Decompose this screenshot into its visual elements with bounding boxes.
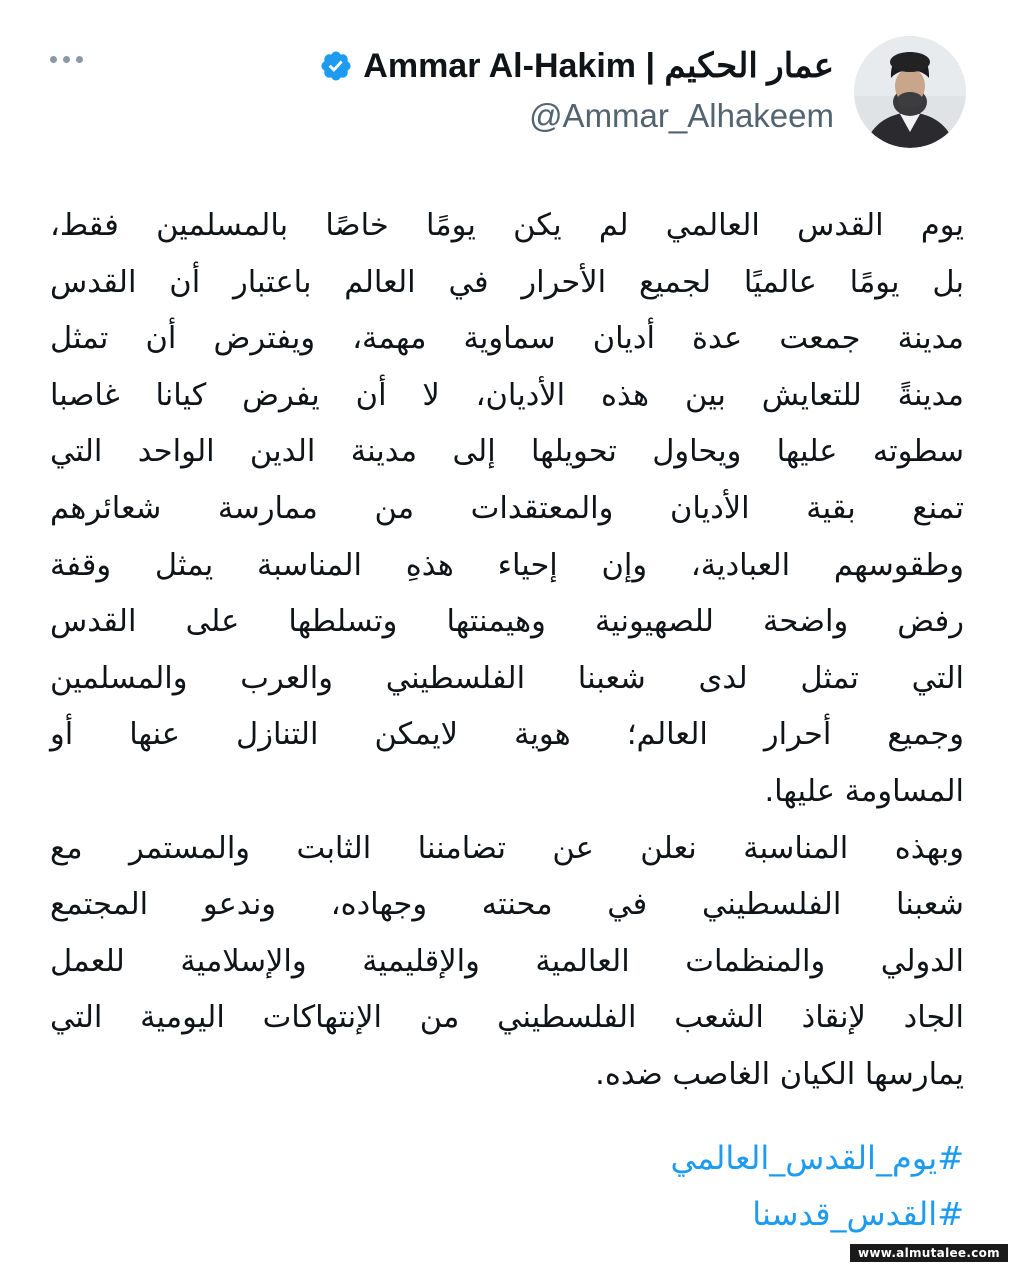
avatar-image	[854, 36, 966, 148]
tweet-text-line: سطوته عليها ويحاول تحويلها إلى مدينة الدين الواحد التي	[50, 434, 964, 470]
more-options-icon[interactable]	[50, 56, 83, 63]
hashtag-link[interactable]: #يوم_القدس_العالمي	[670, 1139, 964, 1177]
tweet-text-line: مدينة جمعت عدة أديان سماوية مهمة، ويفترض أن تمثل	[50, 321, 964, 357]
tweet-text-line: وجميع أحرار العالم؛ هوية لايمكن التنازل عنها أو	[50, 717, 964, 753]
tweet-text-line: شعبنا الفلسطيني في محنته وجهاده، وندعو المجتمع	[50, 887, 964, 923]
tweet-text-line: يوم القدس العالمي لم يكن يومًا خاصًا بالمسلمين فقط،	[50, 208, 964, 243]
tweet-text-line: تمنع بقية الأديان والمعتقدات من ممارسة شعائرهم	[50, 490, 964, 526]
tweet-text-line: مدينةً للتعايش بين هذه الأديان، لا أن يفرض كيانا غاصبا	[50, 377, 964, 413]
author-names	[319, 44, 834, 140]
tweet-text-line: بل يومًا عالميًا لجميع الأحرار في العالم باعتبار أن القدس	[50, 264, 964, 300]
author-display-name[interactable]: Ammar Al-Hakim | عمار الحكيم	[363, 47, 834, 85]
tweet-text-line: رفض واضحة للصهيونية وهيمنتها وتسلطها على القدس	[50, 604, 964, 640]
tweet-text-line: التي تمثل لدى شعبنا الفلسطيني والعرب والمسلمين	[50, 660, 964, 696]
hashtags	[671, 1130, 965, 1242]
hashtag-link[interactable]: #القدس_قدسنا	[752, 1195, 964, 1233]
tweet-text-line: الجاد لإنقاذ الشعب الفلسطيني من الإنتهاكات اليومية التي	[50, 1000, 964, 1036]
tweet-text-line: وبهذه المناسبة نعلن عن تضامننا الثابت والمستمر مع	[50, 830, 964, 866]
avatar[interactable]	[854, 36, 966, 148]
tweet-text-line: الدولي والمنظمات العالمية والإقليمية والإسلامية للعمل	[50, 943, 964, 979]
display-name-row[interactable]	[319, 44, 834, 88]
tweet-text-line: المساومة عليها.	[764, 773, 964, 809]
watermark: www.almutalee.com	[850, 1244, 1008, 1262]
tweet-text-line: وطقوسهم العبادية، وإن إحياء هذهِ المناسبة يمثل وقفة	[50, 547, 964, 583]
verified-badge-icon	[319, 49, 353, 83]
tweet-header	[40, 34, 966, 154]
author-handle[interactable]: @Ammar_Alhakeem	[529, 97, 834, 134]
tweet-text	[50, 198, 964, 1104]
tweet-text-line: يمارسها الكيان الغاصب ضده.	[595, 1056, 964, 1092]
